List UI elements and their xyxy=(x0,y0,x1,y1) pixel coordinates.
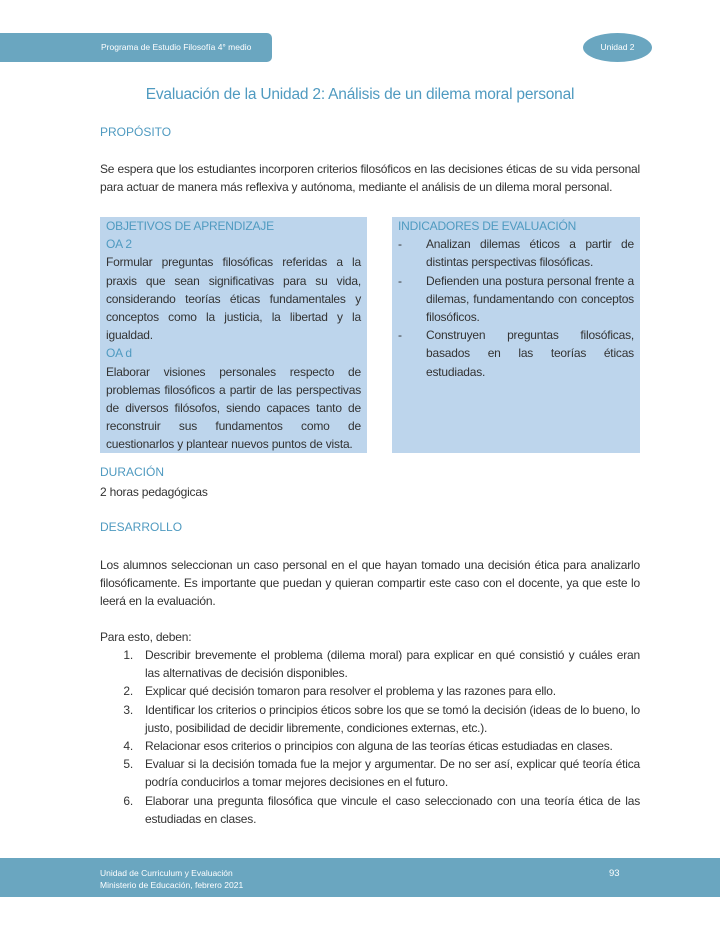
objetivos-box xyxy=(100,217,367,453)
proposito-heading: PROPÓSITO xyxy=(100,125,172,139)
step-item: 6. Elaborar una pregunta filosófica que vincule el caso seleccionado con una teoría ética de las estudiadas en clases. xyxy=(123,793,640,826)
indicadores-box xyxy=(392,217,640,453)
indicator-item: - Analizan dilemas éticos a partir de distintas perspectivas filosóficas. xyxy=(398,237,634,270)
oa-text: Elaborar visiones personales respecto de problemas filosóficos a partir de las perspectivas de diversos filósofos, siendo capaces tanto de reconstruir sus fundamentos como de cuestionarlos y plantear nuevos puntos de vista. xyxy=(106,364,361,452)
step-item: 2. Explicar qué decisión tomaron para resolver el problema y las razones para ello. xyxy=(123,684,556,699)
desarrollo-lead: Para esto, deben: xyxy=(100,630,192,644)
page-title: Evaluación de la Unidad 2: Análisis de un dilema moral personal xyxy=(145,86,575,103)
indicadores-heading: INDICADORES DE EVALUACIÓN xyxy=(398,219,577,233)
indicator-item: - Construyen preguntas filosóficas, basados en las teorías éticas estudiadas. xyxy=(398,328,634,379)
steps-list xyxy=(100,646,640,828)
footer-unit: Unidad de Curriculum y Evaluación xyxy=(100,868,233,878)
page-number: 93 xyxy=(609,868,620,879)
duracion-text: 2 horas pedagógicas xyxy=(100,485,208,499)
objetivos-heading: OBJETIVOS DE APRENDIZAJE xyxy=(106,219,274,233)
duracion-heading: DURACIÓN xyxy=(100,465,165,479)
proposito-text: Se espera que los estudiantes incorporen criterios filosóficos en las decisiones éticas de su vida personal para actuar de manera más reflexiva y autónoma, mediante el análisis de un dilema moral personal. xyxy=(100,162,640,195)
oa-code: OA 2 xyxy=(106,237,132,252)
unit-badge: Unidad 2 xyxy=(583,33,652,62)
program-header-bar: Programa de Estudio Filosofía 4° medio xyxy=(0,33,272,62)
step-item: 3. Identificar los criterios o principios éticos sobre los que se tomó la decisión (ideas de lo bueno, lo justo, posibilidad de decidir libremente, condiciones externas, etc.). xyxy=(123,702,640,735)
step-item: 1. Describir brevemente el problema (dilema moral) para explicar en qué consistió y cuáles eran las alternativas de decisión disponibles. xyxy=(123,648,640,681)
oa-text: Formular preguntas filosóficas referidas a la praxis que sean significativas para su vida, considerando teorías éticas fundamentales y conceptos como la justicia, la libertad y la igualdad. xyxy=(106,255,361,343)
footer-bar xyxy=(0,858,720,897)
oa-code: OA d xyxy=(106,346,132,361)
step-item: 5. Evaluar si la decisión tomada fue la mejor y argumentar. De no ser así, explicar qué teoría ética podría conducirlos a tomar mejores decisiones en el futuro. xyxy=(123,757,640,790)
footer-ministry: Ministerio de Educación, febrero 2021 xyxy=(100,880,244,890)
step-item: 4. Relacionar esos criterios o principios con alguna de las teorías éticas estudiadas en clases. xyxy=(123,739,613,754)
desarrollo-intro: Los alumnos seleccionan un caso personal en el que hayan tomado una decisión ética para analizarlo filosóficamente. Es importante que puedan y quieran compartir este caso con el docente, ya que este lo leerá en la evaluación. xyxy=(100,558,640,609)
desarrollo-heading: DESARROLLO xyxy=(100,520,183,534)
indicator-item: - Defienden una postura personal frente a dilemas, fundamentando con conceptos filosóficos. xyxy=(398,273,634,325)
